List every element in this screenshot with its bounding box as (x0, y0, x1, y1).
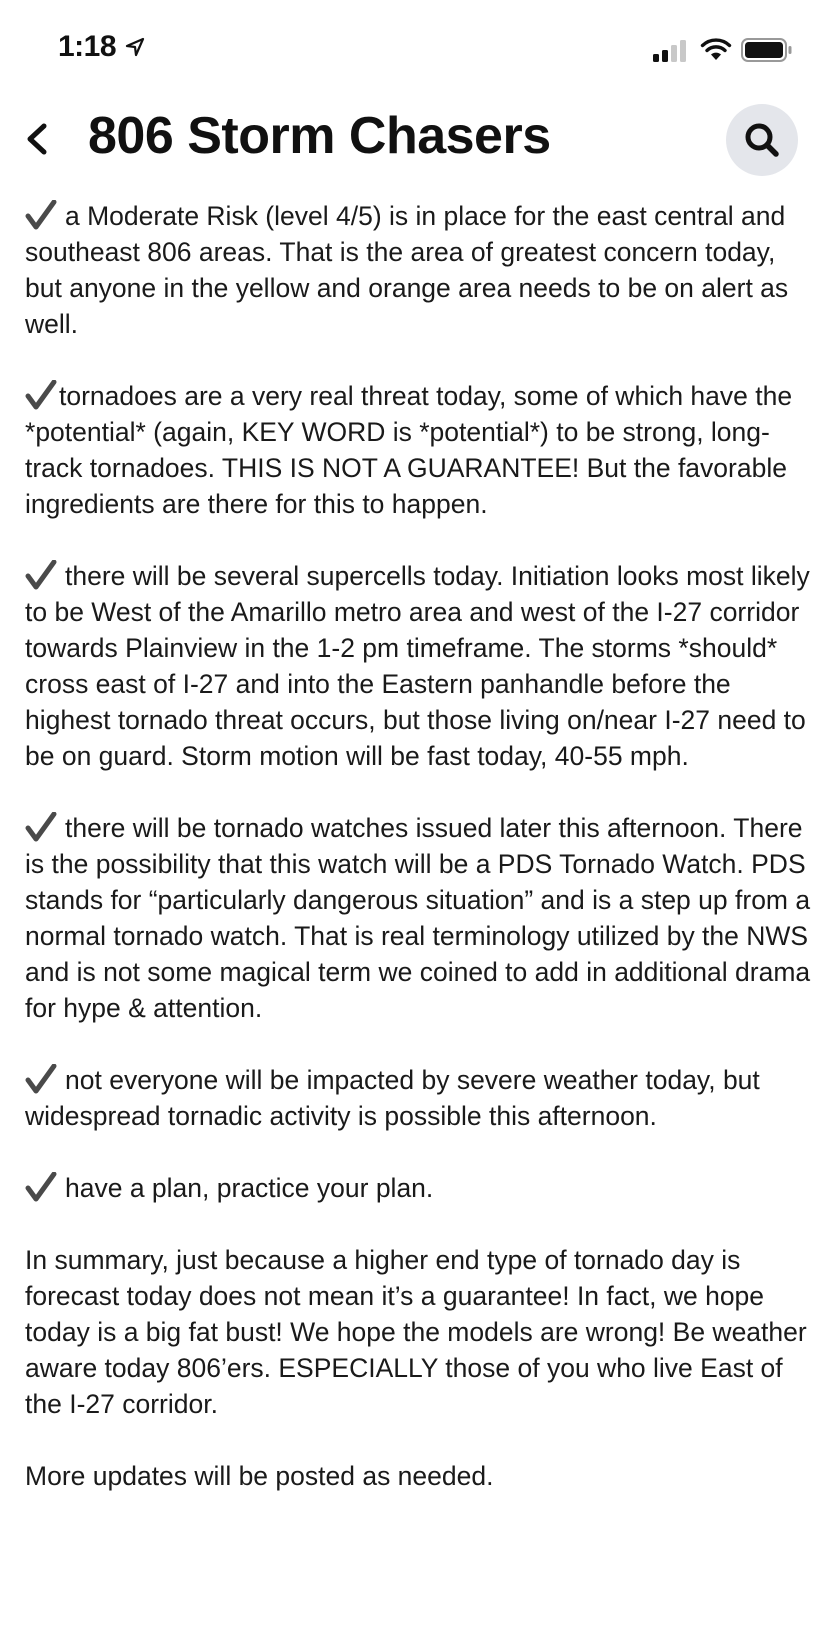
bullet-item (25, 558, 815, 774)
status-bar (0, 0, 828, 90)
post-body (25, 198, 815, 1530)
wifi-icon (700, 36, 732, 62)
bullet-item (25, 1062, 815, 1134)
bullet-text: have a plan, practice your plan. (65, 1173, 434, 1203)
bullet-item (25, 378, 815, 522)
checkmark-icon (25, 812, 57, 842)
search-button[interactable] (726, 104, 798, 176)
checkmark-icon (25, 200, 57, 230)
bullet-item (25, 810, 815, 1026)
checkmark-icon (25, 1172, 57, 1202)
cellular-signal-icon (653, 40, 689, 62)
bullet-item (25, 1170, 815, 1206)
checkmark-icon (25, 380, 57, 410)
location-arrow-icon (124, 36, 146, 58)
status-time: 1:18 (58, 30, 117, 63)
bullet-text: a Moderate Risk (level 4/5) is in place for the east central and southeast 806 areas. That is the area of greatest concern today, but anyone in the yellow and orange area needs to be on alert as well. (25, 201, 789, 339)
checkmark-icon (25, 1064, 57, 1094)
bullet-text: tornadoes are a very real threat today, some of which have the *potential* (again, KEY WORD is *potential*) to be strong, long-track tornadoes. THIS IS NOT A GUARANTEE! But the favorable ingredients are there for this to happen. (25, 381, 793, 519)
bullet-text: there will be several supercells today. Initiation looks most likely to be West of the Amarillo metro area and west of the I-27 corridor towards Plainview in the 1-2 pm timeframe. The storms *should* cross east of I-27 and into the Eastern panhandle before the highest tornado threat occurs, but those living on/near I-27 need to be on guard. Storm motion will be fast today, 40-55 mph. (25, 561, 810, 771)
bullet-text: not everyone will be impacted by severe weather today, but widespread tornadic activity is possible this afternoon. (25, 1065, 760, 1131)
battery-icon (741, 38, 793, 62)
search-icon (743, 121, 781, 159)
checkmark-icon (25, 560, 57, 590)
summary-paragraph: In summary, just because a higher end type of tornado day is forecast today does not mean it’s a guarantee! In fact, we hope today is a big fat bust! We hope the models are wrong! Be weather aware today 806’ers. ESPECIALLY those of you who live East of the I-27 corridor. (25, 1245, 807, 1419)
chevron-left-icon[interactable] (18, 114, 58, 164)
navigation-bar (0, 100, 828, 180)
bullet-item (25, 198, 815, 342)
page-title: 806 Storm Chasers (88, 107, 551, 165)
closing-line: More updates will be posted as needed. (25, 1461, 494, 1491)
bullet-text: there will be tornado watches issued later this afternoon. There is the possibility that this watch will be a PDS Tornado Watch. PDS stands for “particularly dangerous situation” and is a step up from a normal tornado watch. That is real terminology utilized by the NWS and is not some magical term we coined to add in additional drama for hype & attention. (25, 813, 811, 1023)
